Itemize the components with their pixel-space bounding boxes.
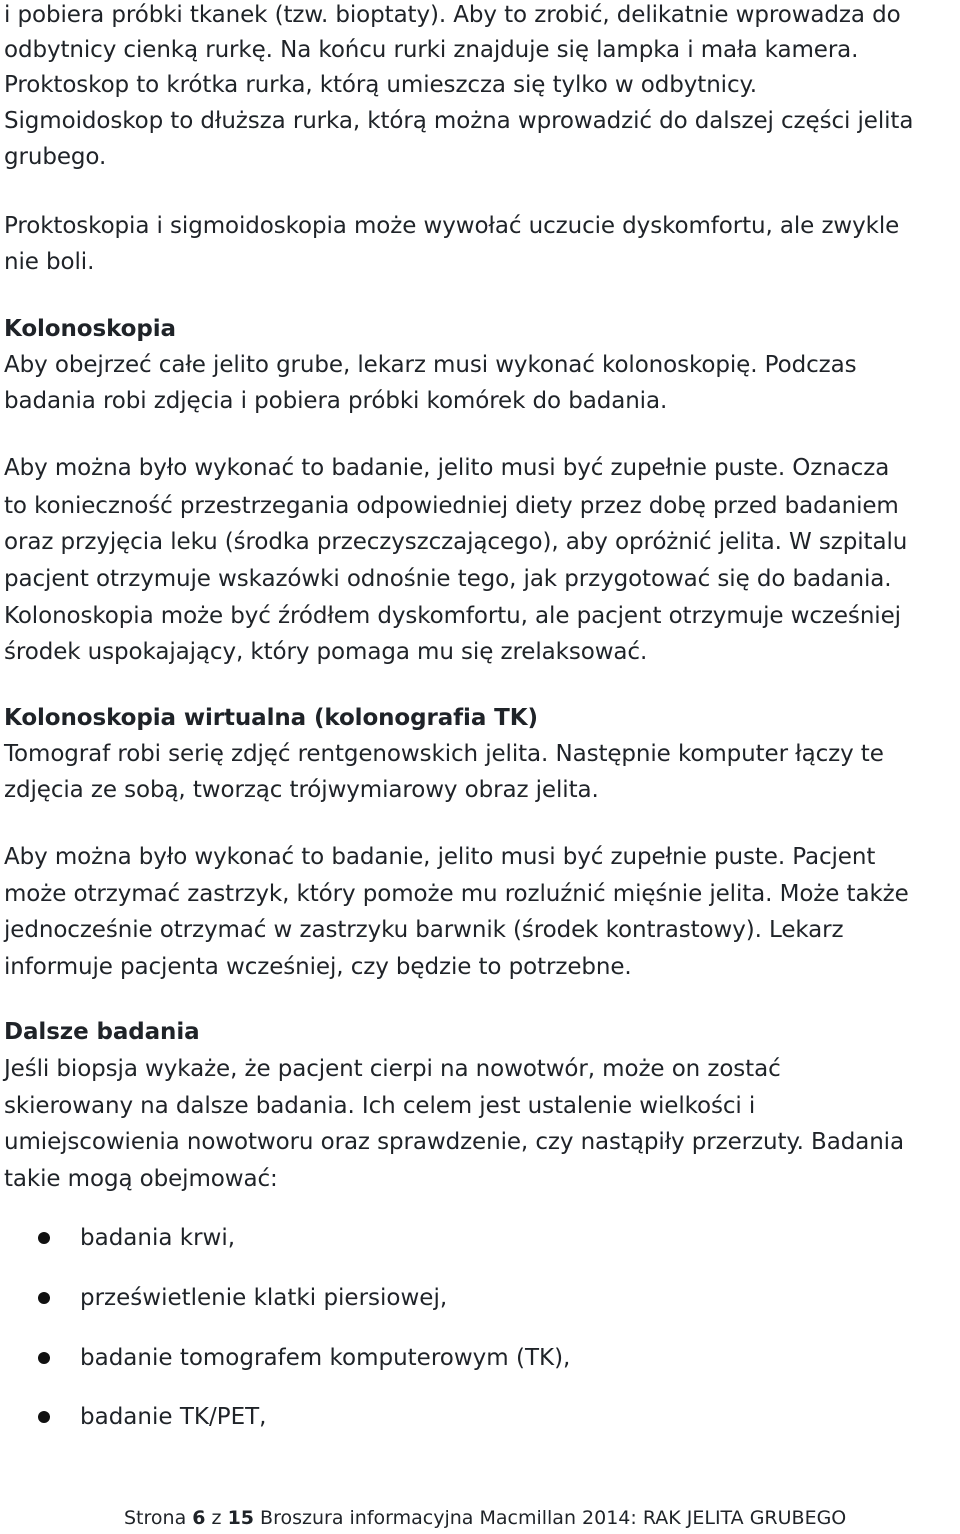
text-line: informuje pacjenta wcześniej, czy będzie to potrzebne. bbox=[4, 954, 632, 980]
list-item-label: prześwietlenie klatki piersiowej, bbox=[80, 1285, 448, 1311]
text-line: Proktoskop to krótka rurka, którą umieszcza się tylko w odbytnicy. bbox=[4, 72, 757, 98]
text-line: Sigmoidoskop to dłuższa rurka, którą można wprowadzić do dalszej części jelita bbox=[4, 108, 914, 134]
list-item-label: badanie TK/PET, bbox=[80, 1404, 267, 1430]
text-line: skierowany na dalsze badania. Ich celem jest ustalenie wielkości i bbox=[4, 1093, 756, 1119]
section-heading-kolonoskopia-wirtualna: Kolonoskopia wirtualna (kolonografia TK) bbox=[4, 705, 538, 731]
bullet-icon bbox=[38, 1232, 50, 1244]
section-heading-kolonoskopia: Kolonoskopia bbox=[4, 316, 176, 342]
text-line: umiejscowienia nowotworu oraz sprawdzenie, czy nastąpiły przerzuty. Badania bbox=[4, 1129, 904, 1155]
text-line: oraz przyjęcia leku (środka przeczyszczającego), aby opróżnić jelita. W szpitalu bbox=[4, 529, 908, 555]
list-item-label: badanie tomografem komputerowym (TK), bbox=[80, 1345, 571, 1371]
section-heading-dalsze-badania: Dalsze badania bbox=[4, 1019, 200, 1045]
text-line: badania robi zdjęcia i pobiera próbki komórek do badania. bbox=[4, 388, 668, 414]
footer-page-number: 6 bbox=[192, 1507, 206, 1529]
text-line: takie mogą obejmować: bbox=[4, 1166, 278, 1192]
footer-middle: z bbox=[205, 1507, 228, 1529]
text-line: może otrzymać zastrzyk, który pomoże mu rozluźnić mięśnie jelita. Może także bbox=[4, 881, 909, 907]
footer-total-pages: 15 bbox=[227, 1507, 255, 1529]
text-line: Proktoskopia i sigmoidoskopia może wywołać uczucie dyskomfortu, ale zwykle bbox=[4, 213, 900, 239]
text-line: Tomograf robi serię zdjęć rentgenowskich jelita. Następnie komputer łączy te bbox=[4, 741, 884, 767]
list-item-label: badania krwi, bbox=[80, 1225, 236, 1251]
text-line: środek uspokajający, który pomaga mu się zrelaksować. bbox=[4, 639, 648, 665]
text-line: to konieczność przestrzegania odpowiedniej diety przez dobę przed badaniem bbox=[4, 493, 899, 519]
bullet-icon bbox=[38, 1352, 50, 1364]
text-line: Jeśli biopsja wykaże, że pacjent cierpi na nowotwór, może on zostać bbox=[4, 1056, 781, 1082]
text-line: Kolonoskopia może być źródłem dyskomfortu, ale pacjent otrzymuje wcześniej bbox=[4, 603, 901, 629]
bullet-icon bbox=[38, 1411, 50, 1423]
bullet-icon bbox=[38, 1292, 50, 1304]
text-line: odbytnicy cienką rurkę. Na końcu rurki znajduje się lampka i mała kamera. bbox=[4, 37, 859, 63]
text-line: i pobiera próbki tkanek (tzw. bioptaty). Aby to zrobić, delikatnie wprowadza do bbox=[4, 2, 901, 28]
text-line: grubego. bbox=[4, 144, 107, 170]
text-line: nie boli. bbox=[4, 249, 95, 275]
text-line: Aby można było wykonać to badanie, jelito musi być zupełnie puste. Pacjent bbox=[4, 844, 876, 870]
text-line: jednocześnie otrzymać w zastrzyku barwnik (środek kontrastowy). Lekarz bbox=[4, 917, 844, 943]
page-footer bbox=[124, 1506, 846, 1530]
text-line: Aby można było wykonać to badanie, jelito musi być zupełnie puste. Oznacza bbox=[4, 455, 890, 481]
text-line: Aby obejrzeć całe jelito grube, lekarz musi wykonać kolonoskopię. Podczas bbox=[4, 352, 857, 378]
footer-title: Broszura informacyjna Macmillan 2014: RAK JELITA GRUBEGO bbox=[254, 1507, 847, 1529]
text-line: pacjent otrzymuje wskazówki odnośnie tego, jak przygotować się do badania. bbox=[4, 566, 892, 592]
footer-prefix: Strona bbox=[124, 1507, 193, 1529]
text-line: zdjęcia ze sobą, tworząc trójwymiarowy obraz jelita. bbox=[4, 777, 599, 803]
